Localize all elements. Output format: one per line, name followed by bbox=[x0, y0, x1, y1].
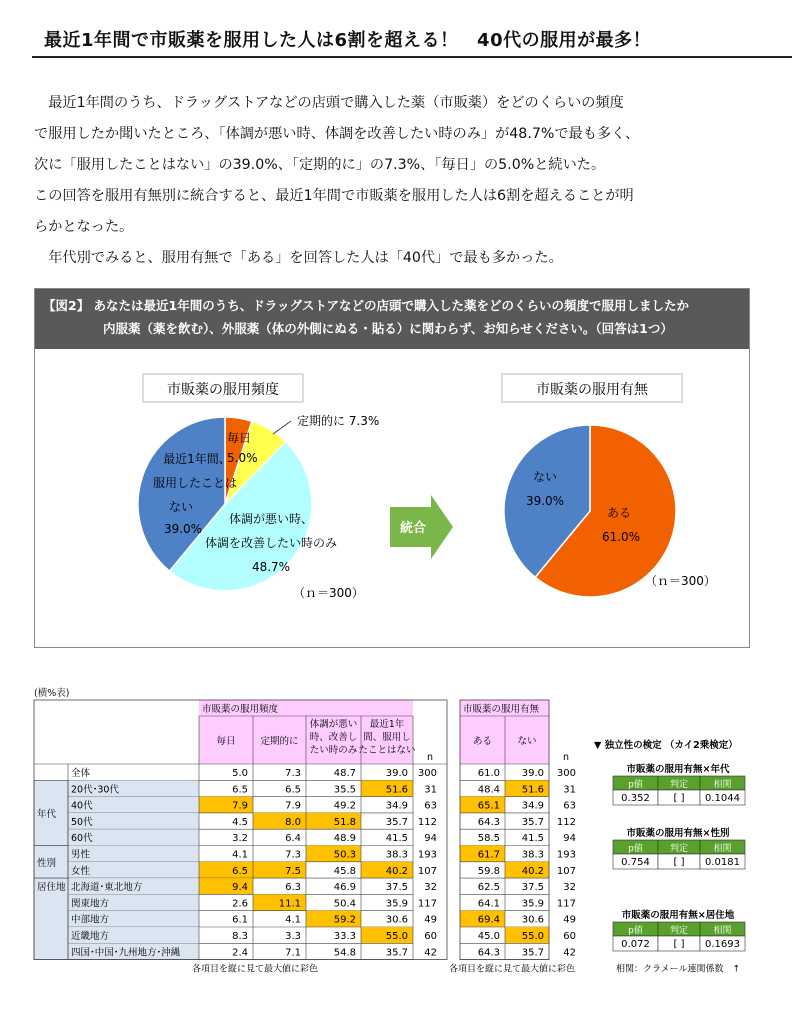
slice-label-never-2: 服用したことは bbox=[152, 476, 238, 490]
freq-cell: 8.0 bbox=[285, 816, 301, 828]
freq-column-header: 時、改善し bbox=[309, 732, 358, 743]
freq-cell: 33.3 bbox=[333, 931, 356, 942]
row-label: 20代･30代 bbox=[71, 784, 119, 796]
chart1-title: 市販薬の服用頻度 bbox=[167, 382, 279, 398]
test-value: 0.0181 bbox=[705, 857, 740, 868]
n-column-header: n bbox=[562, 752, 570, 763]
usage-column-header: ない bbox=[517, 736, 537, 747]
usage-cell: 35.7 bbox=[521, 947, 544, 959]
freq-cell: 4.1 bbox=[232, 849, 248, 861]
n-cell: 117 bbox=[556, 898, 576, 910]
freq-cell: 55.0 bbox=[385, 931, 408, 942]
n-cell: 31 bbox=[424, 784, 437, 796]
freq-cell: 4.5 bbox=[232, 816, 248, 828]
usage-cell: 37.5 bbox=[521, 882, 544, 894]
row-label: 関東地方 bbox=[71, 898, 110, 910]
freq-cell: 40.2 bbox=[385, 865, 408, 877]
freq-cell: 7.3 bbox=[285, 768, 301, 779]
pie-usage bbox=[504, 425, 676, 597]
freq-cell: 7.5 bbox=[285, 865, 301, 877]
group2-header: 市販薬の服用有無 bbox=[463, 704, 540, 715]
usage-cell: 64.1 bbox=[477, 898, 500, 910]
table-unit: (横%表) bbox=[34, 688, 70, 699]
usage-cell: 64.3 bbox=[477, 816, 500, 828]
n-cell: 300 bbox=[556, 768, 576, 779]
n-cell: 31 bbox=[563, 784, 576, 796]
test-heading: ▼ 独立性の検定 （カイ2乗検定） bbox=[594, 740, 738, 751]
freq-column-header: 最近1年 bbox=[369, 719, 405, 730]
paragraph-line: で服用したか聞いたところ、「体調が悪い時、体調を改善したい時のみ」が48.7%で最も多く、 bbox=[34, 126, 640, 142]
freq-cell: 7.3 bbox=[285, 849, 301, 861]
freq-cell: 49.2 bbox=[333, 800, 356, 812]
freq-cell: 34.9 bbox=[385, 800, 408, 812]
slice-label-yes: ある bbox=[606, 506, 632, 520]
freq-cell: 6.5 bbox=[232, 865, 248, 877]
n-cell: 49 bbox=[563, 914, 576, 926]
freq-cell: 30.6 bbox=[385, 914, 408, 926]
freq-cell: 3.2 bbox=[232, 833, 248, 845]
row-label: 50代 bbox=[71, 816, 93, 828]
test-head-label: 判定 bbox=[669, 926, 689, 936]
slice-value-when-ill: 48.7% bbox=[251, 560, 291, 574]
n-cell: 112 bbox=[556, 816, 576, 828]
test-head-label: p値 bbox=[628, 926, 643, 936]
usage-cell: 48.4 bbox=[477, 784, 500, 796]
paragraph-line: 最近1年間のうち、ドラッグストアなどの店頭で購入した薬（市販薬）をどのくらいの頻度 bbox=[34, 95, 624, 111]
group1-header: 市販薬の服用頻度 bbox=[202, 704, 279, 715]
category-label: 年代 bbox=[37, 808, 57, 820]
freq-column-header: 毎日 bbox=[216, 736, 236, 747]
freq-cell: 46.9 bbox=[333, 882, 356, 894]
slice-value-yes: 61.0% bbox=[601, 530, 641, 544]
category-label: 性別 bbox=[37, 857, 57, 869]
freq-cell: 2.6 bbox=[232, 898, 248, 910]
freq-column-header: 定期的に bbox=[260, 736, 299, 747]
usage-cell: 59.8 bbox=[477, 865, 500, 877]
row-label: 四国･中国･九州地方･沖縄 bbox=[71, 947, 181, 959]
row-label: 北海道･東北地方 bbox=[71, 882, 143, 894]
slice-label-regular: 定期的に 7.3% bbox=[297, 414, 380, 428]
test-value: [ ] bbox=[673, 793, 685, 804]
freq-cell: 5.0 bbox=[232, 768, 248, 779]
row-label: 近畿地方 bbox=[71, 931, 110, 942]
n-cell: 94 bbox=[563, 833, 576, 845]
test-head-label: 相関 bbox=[713, 780, 732, 790]
usage-cell: 55.0 bbox=[521, 931, 544, 942]
slice-label-never-1: 最近1年間、 bbox=[163, 452, 231, 466]
freq-cell: 7.9 bbox=[232, 800, 248, 812]
freq-cell: 41.5 bbox=[385, 833, 408, 845]
slice-label-daily: 毎日 bbox=[227, 431, 252, 445]
freq-column-header: 体調が悪い bbox=[309, 719, 358, 730]
test-head-label: 相関 bbox=[713, 844, 732, 854]
test-value: 0.072 bbox=[621, 939, 650, 950]
n-cell: 107 bbox=[556, 865, 576, 877]
freq-cell: 51.6 bbox=[385, 784, 408, 796]
title-divider bbox=[32, 56, 792, 58]
n-cell: 193 bbox=[556, 849, 576, 861]
usage-cell: 30.6 bbox=[521, 914, 544, 926]
n-cell: 63 bbox=[563, 800, 576, 812]
usage-cell: 34.9 bbox=[521, 800, 544, 812]
test-head-label: 判定 bbox=[669, 844, 689, 854]
cross-table bbox=[0, 690, 804, 990]
test-title: 市販薬の服用有無×居住地 bbox=[621, 910, 735, 921]
usage-cell: 45.0 bbox=[477, 931, 500, 942]
figure-header bbox=[35, 289, 749, 349]
usage-cell: 41.5 bbox=[521, 833, 544, 845]
usage-cell: 38.3 bbox=[521, 849, 544, 861]
test-head-label: 相関 bbox=[713, 926, 732, 936]
freq-column-header: 間、服用し bbox=[363, 732, 411, 743]
usage-cell: 35.7 bbox=[521, 816, 544, 828]
slice-label-when-ill-1: 体調が悪い時、 bbox=[228, 512, 314, 526]
figure-question-line1: 【図2】 あなたは最近1年間のうち、ドラッグストアなどの店頭で購入した薬をどのくらいの頻度で服用しましたか bbox=[43, 298, 689, 313]
n-cell: 63 bbox=[424, 800, 437, 812]
freq-cell: 35.5 bbox=[333, 784, 356, 796]
row-label: 男性 bbox=[71, 849, 91, 861]
n-cell: 94 bbox=[424, 833, 437, 845]
leader-line bbox=[273, 421, 291, 434]
n-cell: 112 bbox=[417, 816, 437, 828]
freq-cell: 3.3 bbox=[285, 931, 301, 942]
n-cell: 42 bbox=[563, 947, 576, 959]
freq-cell: 51.8 bbox=[333, 816, 356, 828]
freq-cell: 48.9 bbox=[333, 833, 356, 845]
n-cell: 117 bbox=[417, 898, 437, 910]
freq-cell: 6.5 bbox=[232, 784, 248, 796]
usage-cell: 40.2 bbox=[521, 865, 544, 877]
test-title: 市販薬の服用有無×年代 bbox=[626, 764, 730, 775]
test-head-label: p値 bbox=[628, 844, 643, 854]
row-label: 40代 bbox=[71, 800, 93, 812]
slice-label-no: ない bbox=[532, 470, 558, 484]
usage-cell: 64.3 bbox=[477, 947, 500, 959]
test-value: [ ] bbox=[673, 857, 685, 868]
freq-cell: 35.9 bbox=[385, 898, 408, 910]
usage-cell: 51.6 bbox=[521, 784, 544, 796]
merge-arrow-label: 統合 bbox=[399, 521, 427, 536]
chart1-sample-size: （ｎ＝300） bbox=[293, 586, 364, 600]
freq-cell: 6.4 bbox=[285, 833, 301, 845]
freq-cell: 6.3 bbox=[285, 882, 301, 894]
freq-cell: 4.1 bbox=[285, 914, 301, 926]
slice-value-no: 39.0% bbox=[525, 494, 565, 508]
freq-cell: 45.8 bbox=[333, 865, 356, 877]
freq-column-header: たい時のみ bbox=[309, 745, 358, 756]
slice-label-never-3: ない bbox=[168, 500, 194, 514]
paragraph-line: この回答を服用有無別に統合すると、最近1年間で市販薬を服用した人は6割を超えることが明 bbox=[34, 188, 634, 204]
n-cell: 49 bbox=[424, 914, 437, 926]
freq-cell: 35.7 bbox=[385, 947, 408, 959]
slice-value-daily: 5.0% bbox=[227, 451, 258, 465]
test-footnote: 相関：クラメール連関係数 ↑ bbox=[615, 964, 741, 975]
test-value: 0.352 bbox=[621, 793, 650, 804]
category-label: 居住地 bbox=[37, 882, 66, 894]
row-label: 60代 bbox=[71, 833, 93, 845]
n-cell: 300 bbox=[417, 768, 437, 779]
usage-cell: 61.0 bbox=[477, 768, 500, 779]
usage-cell: 62.5 bbox=[477, 882, 500, 894]
freq-cell: 35.7 bbox=[385, 816, 408, 828]
paragraph-line: 年代別でみると、服用有無で「ある」を回答した人は「40代」で最も多かった。 bbox=[34, 250, 563, 266]
freq-cell: 54.8 bbox=[333, 947, 356, 959]
test-title: 市販薬の服用有無×性別 bbox=[626, 828, 730, 839]
freq-cell: 59.2 bbox=[333, 914, 356, 926]
pie-charts bbox=[35, 349, 751, 649]
usage-cell: 69.4 bbox=[477, 914, 500, 926]
usage-cell: 61.7 bbox=[477, 849, 500, 861]
freq-cell: 7.1 bbox=[285, 947, 301, 959]
n-cell: 107 bbox=[417, 865, 437, 877]
n-column-header: n bbox=[426, 752, 434, 763]
body-text bbox=[34, 88, 774, 274]
freq-cell: 37.5 bbox=[385, 882, 408, 894]
n-cell: 32 bbox=[563, 882, 576, 894]
freq-cell: 38.3 bbox=[385, 849, 408, 861]
n-cell: 42 bbox=[424, 947, 437, 959]
table-note: 各項目を縦に見て最大値に彩色 bbox=[191, 964, 319, 975]
row-label: 女性 bbox=[71, 865, 91, 877]
figure-2 bbox=[34, 288, 750, 648]
row-label: 中部地方 bbox=[71, 914, 110, 926]
n-cell: 193 bbox=[417, 849, 437, 861]
row-label: 全体 bbox=[71, 768, 91, 779]
paragraph-line: らかとなった。 bbox=[34, 219, 134, 235]
freq-cell: 8.3 bbox=[232, 931, 248, 942]
test-value: 0.754 bbox=[621, 857, 650, 868]
freq-cell: 39.0 bbox=[385, 768, 408, 779]
freq-cell: 6.5 bbox=[285, 784, 301, 796]
test-head-label: p値 bbox=[628, 780, 643, 790]
n-cell: 60 bbox=[563, 931, 576, 942]
freq-cell: 50.4 bbox=[333, 898, 356, 910]
n-cell: 32 bbox=[424, 882, 437, 894]
test-value: 0.1044 bbox=[705, 793, 740, 804]
n-cell: 60 bbox=[424, 931, 437, 942]
usage-cell: 35.9 bbox=[521, 898, 544, 910]
chart2-title: 市販薬の服用有無 bbox=[536, 382, 648, 398]
figure-question-line2: 内服薬（薬を飲む）、外服薬（体の外側にぬる・貼る）に関わらず、お知らせください。（回答は1つ） bbox=[103, 321, 673, 336]
paragraph-line: 次に「服用したことはない」の39.0%、「定期的に」の7.3%、「毎日」の5.0%と続いた。 bbox=[34, 157, 606, 173]
test-head-label: 判定 bbox=[669, 780, 689, 790]
freq-column-header: たことはない bbox=[358, 745, 416, 756]
usage-cell: 39.0 bbox=[521, 768, 544, 779]
usage-cell: 65.1 bbox=[477, 800, 500, 812]
freq-cell: 50.3 bbox=[333, 849, 356, 861]
freq-cell: 2.4 bbox=[232, 947, 248, 959]
slice-value-never: 39.0% bbox=[163, 522, 203, 536]
usage-column-header: ある bbox=[472, 736, 493, 747]
freq-cell: 6.1 bbox=[232, 914, 248, 926]
freq-cell: 7.9 bbox=[285, 800, 301, 812]
page-title: 最近1年間で市販薬を服用した人は6割を超える！ 40代の服用が最多！ bbox=[44, 30, 652, 51]
test-value: [ ] bbox=[673, 939, 685, 950]
slice-label-when-ill-2: 体調を改善したい時のみ bbox=[204, 536, 338, 550]
test-value: 0.1693 bbox=[705, 939, 740, 950]
freq-cell: 9.4 bbox=[232, 882, 248, 894]
chart2-sample-size: （ｎ＝300） bbox=[645, 574, 716, 588]
freq-cell: 48.7 bbox=[333, 768, 356, 779]
table-note: 各項目を縦に見て最大値に彩色 bbox=[448, 964, 576, 975]
usage-cell: 58.5 bbox=[477, 833, 500, 845]
freq-cell: 11.1 bbox=[278, 898, 301, 910]
